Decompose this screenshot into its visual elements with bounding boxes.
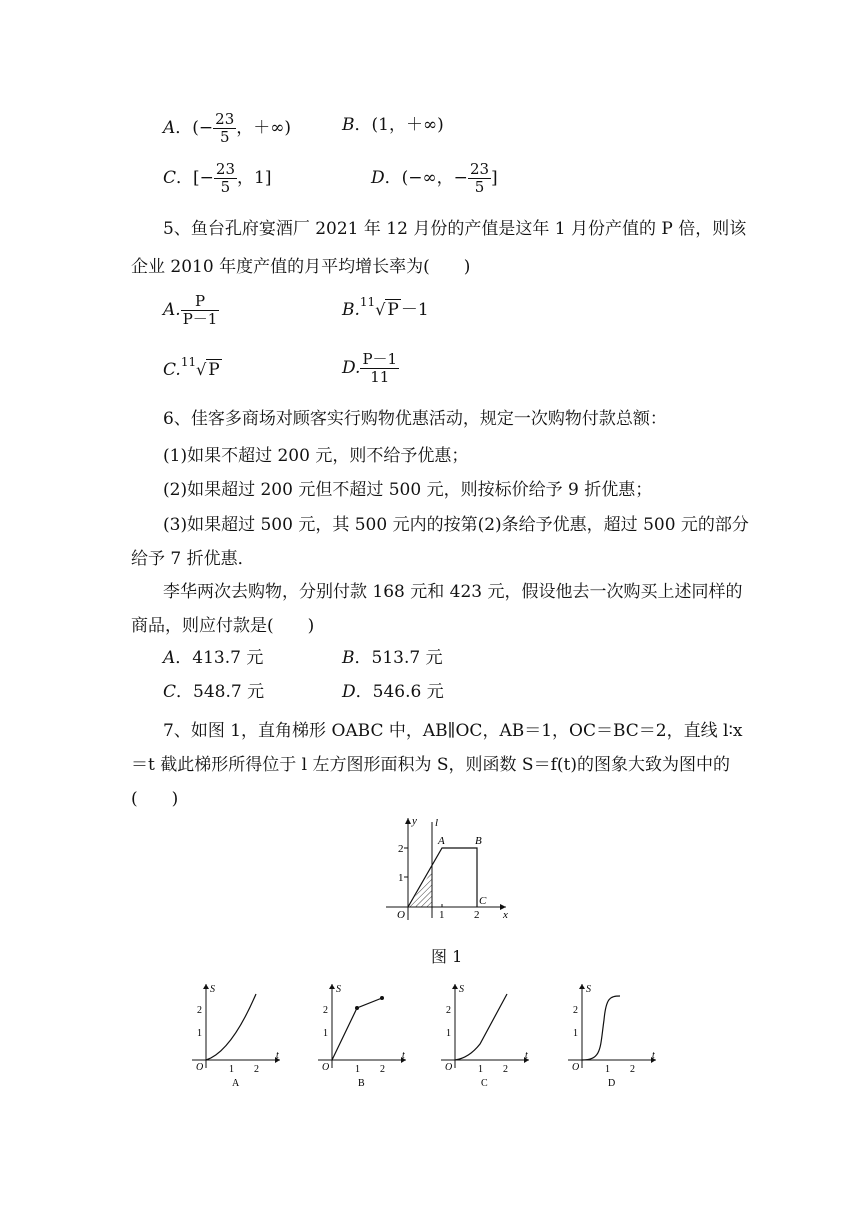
label-O: O <box>397 909 405 921</box>
q7-stem-line-3: ( ) <box>131 789 179 809</box>
tick-y-1: 1 <box>446 1028 451 1039</box>
tick-y-1: 1 <box>197 1028 202 1039</box>
q6-stem-line-5: 给予 7 折优惠． <box>131 549 255 569</box>
tick-y-2: 2 <box>398 843 404 855</box>
q6-option-d: D．546.6 元 <box>342 682 444 702</box>
graph-point <box>380 996 384 1000</box>
fraction: $\frac{23}{5}$ <box>215 110 235 146</box>
q6-option-a: A．413.7 元 <box>163 648 264 668</box>
q5-option-b: B.$^{11}$√ P －1 <box>342 295 429 320</box>
figure-1-caption: 图 1 <box>431 947 463 966</box>
q6-stem-line-4: (3)如果超过 500 元，其 500 元内的按第(2)条给予优惠，超过 500 元的部分 <box>163 515 749 535</box>
q6-stem-line-2: (1)如果不超过 200 元，则不给予优惠； <box>163 446 469 466</box>
tick-x-1: 1 <box>478 1064 483 1075</box>
graph-label: B <box>358 1078 365 1089</box>
q6-option-c: C．548.7 元 <box>163 682 265 702</box>
fraction: $\frac{P-1}{11}$ <box>362 350 398 386</box>
label-s: S <box>336 984 341 995</box>
radical: $^{11}$√ P <box>359 295 399 320</box>
q5-stem-line-2: 企业 2010 年度产值的月平均增长率为( ) <box>131 257 471 277</box>
label-C: C <box>479 895 487 907</box>
y-axis-arrow <box>579 984 585 989</box>
label-s: S <box>586 984 591 995</box>
label-s: S <box>210 984 215 995</box>
tick-x-2: 2 <box>474 909 480 921</box>
tick-y-2: 2 <box>197 1005 202 1016</box>
label-l: l <box>435 817 439 829</box>
q6-stem-line-1: 6、佳客多商场对顾客实行购物优惠活动，规定一次购物付款总额： <box>163 409 667 429</box>
tick-x-1: 1 <box>229 1064 234 1075</box>
label-o: O <box>572 1062 580 1073</box>
q6-stem-line-7: 商品，则应付款是( ) <box>131 616 315 636</box>
label-t: t <box>525 1050 528 1061</box>
q4-option-c: C．[− $\frac{23}{5}$ ，1] <box>163 160 272 196</box>
tick-x-1: 1 <box>605 1064 610 1075</box>
answer-graph-c <box>435 980 535 1090</box>
graph-point <box>355 1006 359 1010</box>
tick-y-1: 1 <box>398 872 404 884</box>
q5-stem-line-1: 5、鱼台孔府宴酒厂 2021 年 12 月份的产值是这年 1 月份产值的 P 倍，则该 <box>163 219 747 239</box>
q4-option-b: B．(1，＋∞) <box>342 115 444 135</box>
fraction: $\frac{23}{5}$ <box>215 160 235 196</box>
tick-y-2: 2 <box>573 1005 578 1016</box>
label-o: O <box>196 1062 204 1073</box>
tick-y-2: 2 <box>323 1005 328 1016</box>
fraction: $\frac{P}{P-1}$ <box>182 292 218 328</box>
label-x: x <box>503 909 508 921</box>
label-t: t <box>402 1050 405 1061</box>
label-y: y <box>412 815 417 827</box>
q6-stem-line-3: (2)如果超过 200 元但不超过 500 元，则按标价给予 9 折优惠； <box>163 480 653 500</box>
label-o: O <box>322 1062 330 1073</box>
answer-graph-d <box>562 980 662 1090</box>
y-axis-arrow <box>203 984 209 989</box>
figure-1-trapezoid <box>380 812 520 924</box>
graph-label: A <box>232 1078 240 1089</box>
q6-stem-line-6: 李华两次去购物，分别付款 168 元和 423 元，假设他去一次购买上述同样的 <box>163 582 743 602</box>
label-o: O <box>445 1062 453 1073</box>
q5-option-a: A. $\frac{P}{P-1}$ <box>163 292 218 328</box>
q4-option-a: A．(− $\frac{23}{5}$ ，＋∞) <box>163 110 292 146</box>
graph-curve <box>582 996 620 1060</box>
radical: $^{11}$√ P <box>180 355 220 380</box>
q6-option-b: B．513.7 元 <box>342 648 443 668</box>
tick-x-1: 1 <box>439 909 445 921</box>
graph-label: C <box>481 1078 488 1089</box>
q7-stem-line-1: 7、如图 1，直角梯形 OABC 中，AB∥OC，AB＝1，OC＝BC＝2，直线 l∶x <box>163 721 743 741</box>
tick-y-1: 1 <box>573 1028 578 1039</box>
label-t: t <box>652 1050 655 1061</box>
tick-x-1: 1 <box>355 1064 360 1075</box>
y-axis-arrow <box>329 984 335 989</box>
tick-x-2: 2 <box>503 1064 508 1075</box>
tick-x-2: 2 <box>630 1064 635 1075</box>
label-B: B <box>475 835 482 847</box>
fraction: $\frac{23}{5}$ <box>469 160 490 196</box>
answer-graph-b <box>312 980 412 1090</box>
tick-x-2: 2 <box>254 1064 259 1075</box>
y-axis-arrow <box>452 984 458 989</box>
graph-label: D <box>608 1078 616 1089</box>
tick-y-2: 2 <box>446 1005 451 1016</box>
label-A: A <box>438 835 445 847</box>
tick-x-2: 2 <box>380 1064 385 1075</box>
answer-graph-a <box>186 980 286 1090</box>
q7-stem-line-2: ＝t 截此梯形所得位于 l 左方图形面积为 S，则函数 S＝f(t)的图象大致为图中的 <box>131 755 730 775</box>
tick-y-1: 1 <box>323 1028 328 1039</box>
graph-curve <box>206 994 256 1060</box>
q5-option-d: D. $\frac{P-1}{11}$ <box>342 350 398 386</box>
label-t: t <box>276 1050 279 1061</box>
label-s: S <box>459 984 464 995</box>
q5-option-c: C.$^{11}$√ P <box>163 355 220 380</box>
q4-option-d: D．(−∞，− $\frac{23}{5}$ ] <box>371 160 498 196</box>
graph-curve <box>455 994 507 1060</box>
